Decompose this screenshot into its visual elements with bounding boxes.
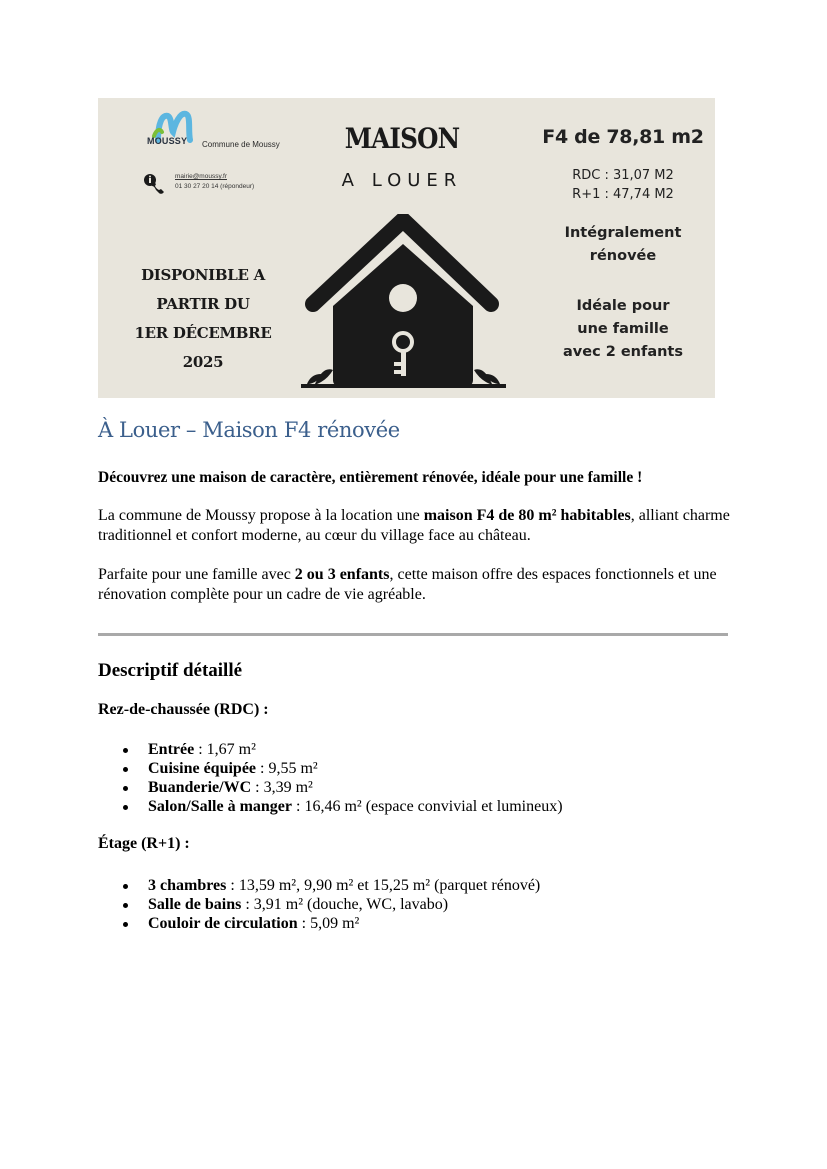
paragraph-text: La commune de Moussy propose à la location une <box>98 507 424 524</box>
renovation-line: rénovée <box>589 248 657 264</box>
availability-line: 2025 <box>182 353 224 371</box>
surface-r1: R+1 : 47,74 M2 <box>572 187 674 202</box>
ideal-for-note <box>538 295 708 364</box>
description-paragraph <box>98 506 738 546</box>
room-detail: : 1,67 m² <box>194 741 256 758</box>
room-label: 3 chambres <box>148 877 227 894</box>
list-item <box>98 797 563 816</box>
ideal-line: avec 2 enfants <box>563 344 683 360</box>
room-label: Salon/Salle à manger <box>148 798 293 815</box>
list-item <box>98 759 563 778</box>
contact-phone: 01 30 27 20 14 (répondeur) <box>175 183 255 190</box>
paragraph-text: , cette maison offre des espaces fonctionnels et une rénovation complète pour un cadre de vie agréable. <box>98 566 717 603</box>
room-label: Buanderie/WC <box>148 779 252 796</box>
availability-line: PARTIR DU <box>156 295 250 313</box>
section-title: Descriptif détaillé <box>98 660 243 681</box>
contact-email[interactable]: mairie@moussy.fr <box>175 173 227 180</box>
renovation-line: Intégralement <box>564 225 682 241</box>
room-label: Cuisine équipée <box>148 760 257 777</box>
family-paragraph <box>98 565 738 605</box>
moussy-logo-icon <box>144 106 200 156</box>
room-label: Entrée <box>148 741 195 758</box>
page-title: À Louer – Maison F4 rénovée <box>98 418 400 442</box>
room-detail: : 13,59 m², 9,90 m² et 15,25 m² (parquet rénové) <box>226 877 541 894</box>
logo-text: MOUSSY <box>147 136 188 146</box>
house-key-icon <box>301 214 506 392</box>
room-detail: : 9,55 m² <box>256 760 318 777</box>
list-item <box>98 778 563 797</box>
room-label: Salle de bains <box>148 896 242 913</box>
commune-name: Commune de Moussy <box>202 140 280 149</box>
section-divider <box>98 633 728 636</box>
surface-breakdown <box>538 166 708 204</box>
room-detail: : 16,46 m² (espace convivial et lumineux) <box>292 798 563 815</box>
list-item <box>98 895 540 914</box>
etage-heading: Étage (R+1) : <box>98 835 190 852</box>
paragraph-bold: 2 ou 3 enfants <box>294 566 390 583</box>
ideal-line: une famille <box>577 321 669 337</box>
availability-line: 1ER DÉCEMBRE <box>134 324 272 342</box>
list-item <box>98 740 563 759</box>
list-item <box>98 914 540 933</box>
rdc-heading: Rez-de-chaussée (RDC) : <box>98 701 269 718</box>
paragraph-text: Parfaite pour une famille avec <box>98 566 295 583</box>
surface-rdc: RDC : 31,07 M2 <box>572 168 674 183</box>
room-detail: : 5,09 m² <box>297 915 360 932</box>
list-item <box>98 876 540 895</box>
room-label: Couloir de circulation <box>148 915 298 932</box>
room-detail: : 3,39 m² <box>251 779 313 796</box>
contact-details <box>175 172 254 192</box>
availability-line: DISPONIBLE A <box>141 266 265 284</box>
surface-summary <box>538 126 708 364</box>
paragraph-text: , alliant charme traditionnel et confort moderne, au cœur du village face au château. <box>98 507 730 544</box>
banner-subtitle: A LOUER <box>341 170 463 191</box>
availability-text <box>128 261 278 377</box>
paragraph-bold: maison F4 de 80 m² habitables <box>423 507 631 524</box>
rental-banner <box>98 98 715 398</box>
contact-info-icon <box>143 172 167 196</box>
renovation-note <box>538 222 708 268</box>
room-detail: : 3,91 m² (douche, WC, lavabo) <box>241 896 449 913</box>
rdc-room-list <box>98 740 563 816</box>
banner-title: MAISON <box>344 122 460 155</box>
ideal-line: Idéale pour <box>576 298 670 314</box>
surface-total: F4 de 78,81 m2 <box>542 126 704 148</box>
etage-room-list <box>98 876 540 933</box>
intro-paragraph: Découvrez une maison de caractère, entièrement rénovée, idéale pour une famille ! <box>98 469 643 486</box>
